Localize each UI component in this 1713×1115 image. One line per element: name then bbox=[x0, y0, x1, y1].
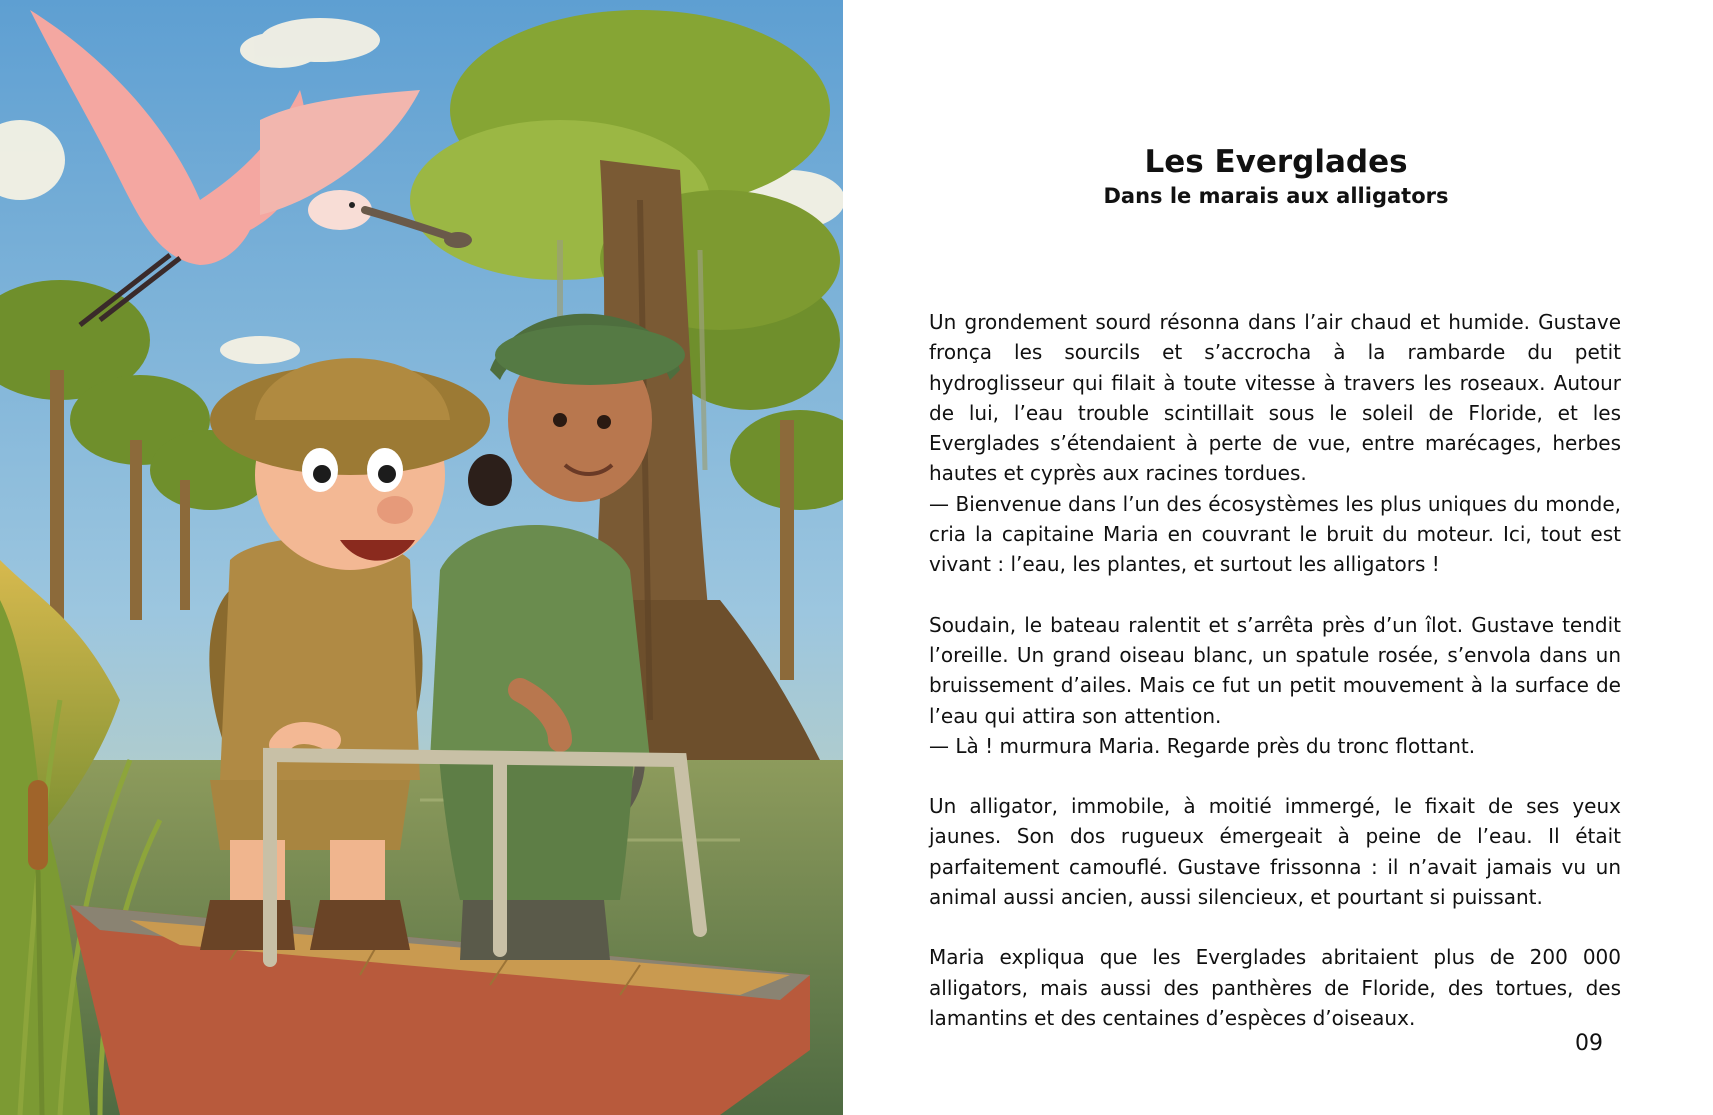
story-paragraph-4 bbox=[929, 942, 1621, 1033]
story-body bbox=[929, 307, 1621, 1063]
everglades-airboat-illustration-icon bbox=[0, 0, 843, 1115]
page-subtitle: Dans le marais aux alligators bbox=[1103, 184, 1449, 208]
page-title: Les Everglades bbox=[1144, 144, 1408, 180]
story-paragraph-2 bbox=[929, 610, 1621, 761]
story-text: Un grondement sourd résonna dans l’air chaud et humide. Gustave fronça les sourcils et s’accrocha à la rambarde du petit hydroglisseur qui filait à toute vitesse à travers les roseaux. Autour de lui, l’eau trouble scintillait sous le soleil de Floride, et les Everglades s’étendaient à perte de vue, entre marécages, herbes hautes et cyprès aux racines tordues. bbox=[929, 310, 1621, 486]
story-text: Maria expliqua que les Everglades abritaient plus de 200 000 alligators, mais aussi des panthères de Floride, des tortues, des lamantins et des centaines d’espèces d’oiseaux. bbox=[929, 945, 1621, 1030]
story-text: Un alligator, immobile, à moitié immergé, le fixait de ses yeux jaunes. Son dos rugueux émergeait à peine de l’eau. Il était parfaitement camouflé. Gustave frissonna : il n’avait jamais vu un animal aussi ancien, aussi silencieux, et pourtant si puissant. bbox=[929, 794, 1621, 910]
text-page bbox=[843, 0, 1713, 1115]
everglades-illustration bbox=[0, 0, 843, 1115]
story-text: Soudain, le bateau ralentit et s’arrêta près d’un îlot. Gustave tendit l’oreille. Un grand oiseau blanc, un spatule rosée, s’envola dans un bruissement d’ailes. Mais ce fut un petit mouvement à la surface de l’eau qui attira son attention. bbox=[929, 612, 1621, 728]
story-paragraph-1 bbox=[929, 307, 1621, 580]
page-number: 09 bbox=[1575, 1031, 1603, 1056]
story-paragraph-3 bbox=[929, 791, 1621, 912]
story-dialogue: — Là ! murmura Maria. Regarde près du tronc flottant. bbox=[929, 733, 1476, 758]
story-dialogue: — Bienvenue dans l’un des écosystèmes les plus uniques du monde, cria la capitaine Maria en couvrant le bruit du moteur. Ici, tout est vivant : l’eau, les plantes, et surtout les alligators ! bbox=[929, 491, 1621, 577]
